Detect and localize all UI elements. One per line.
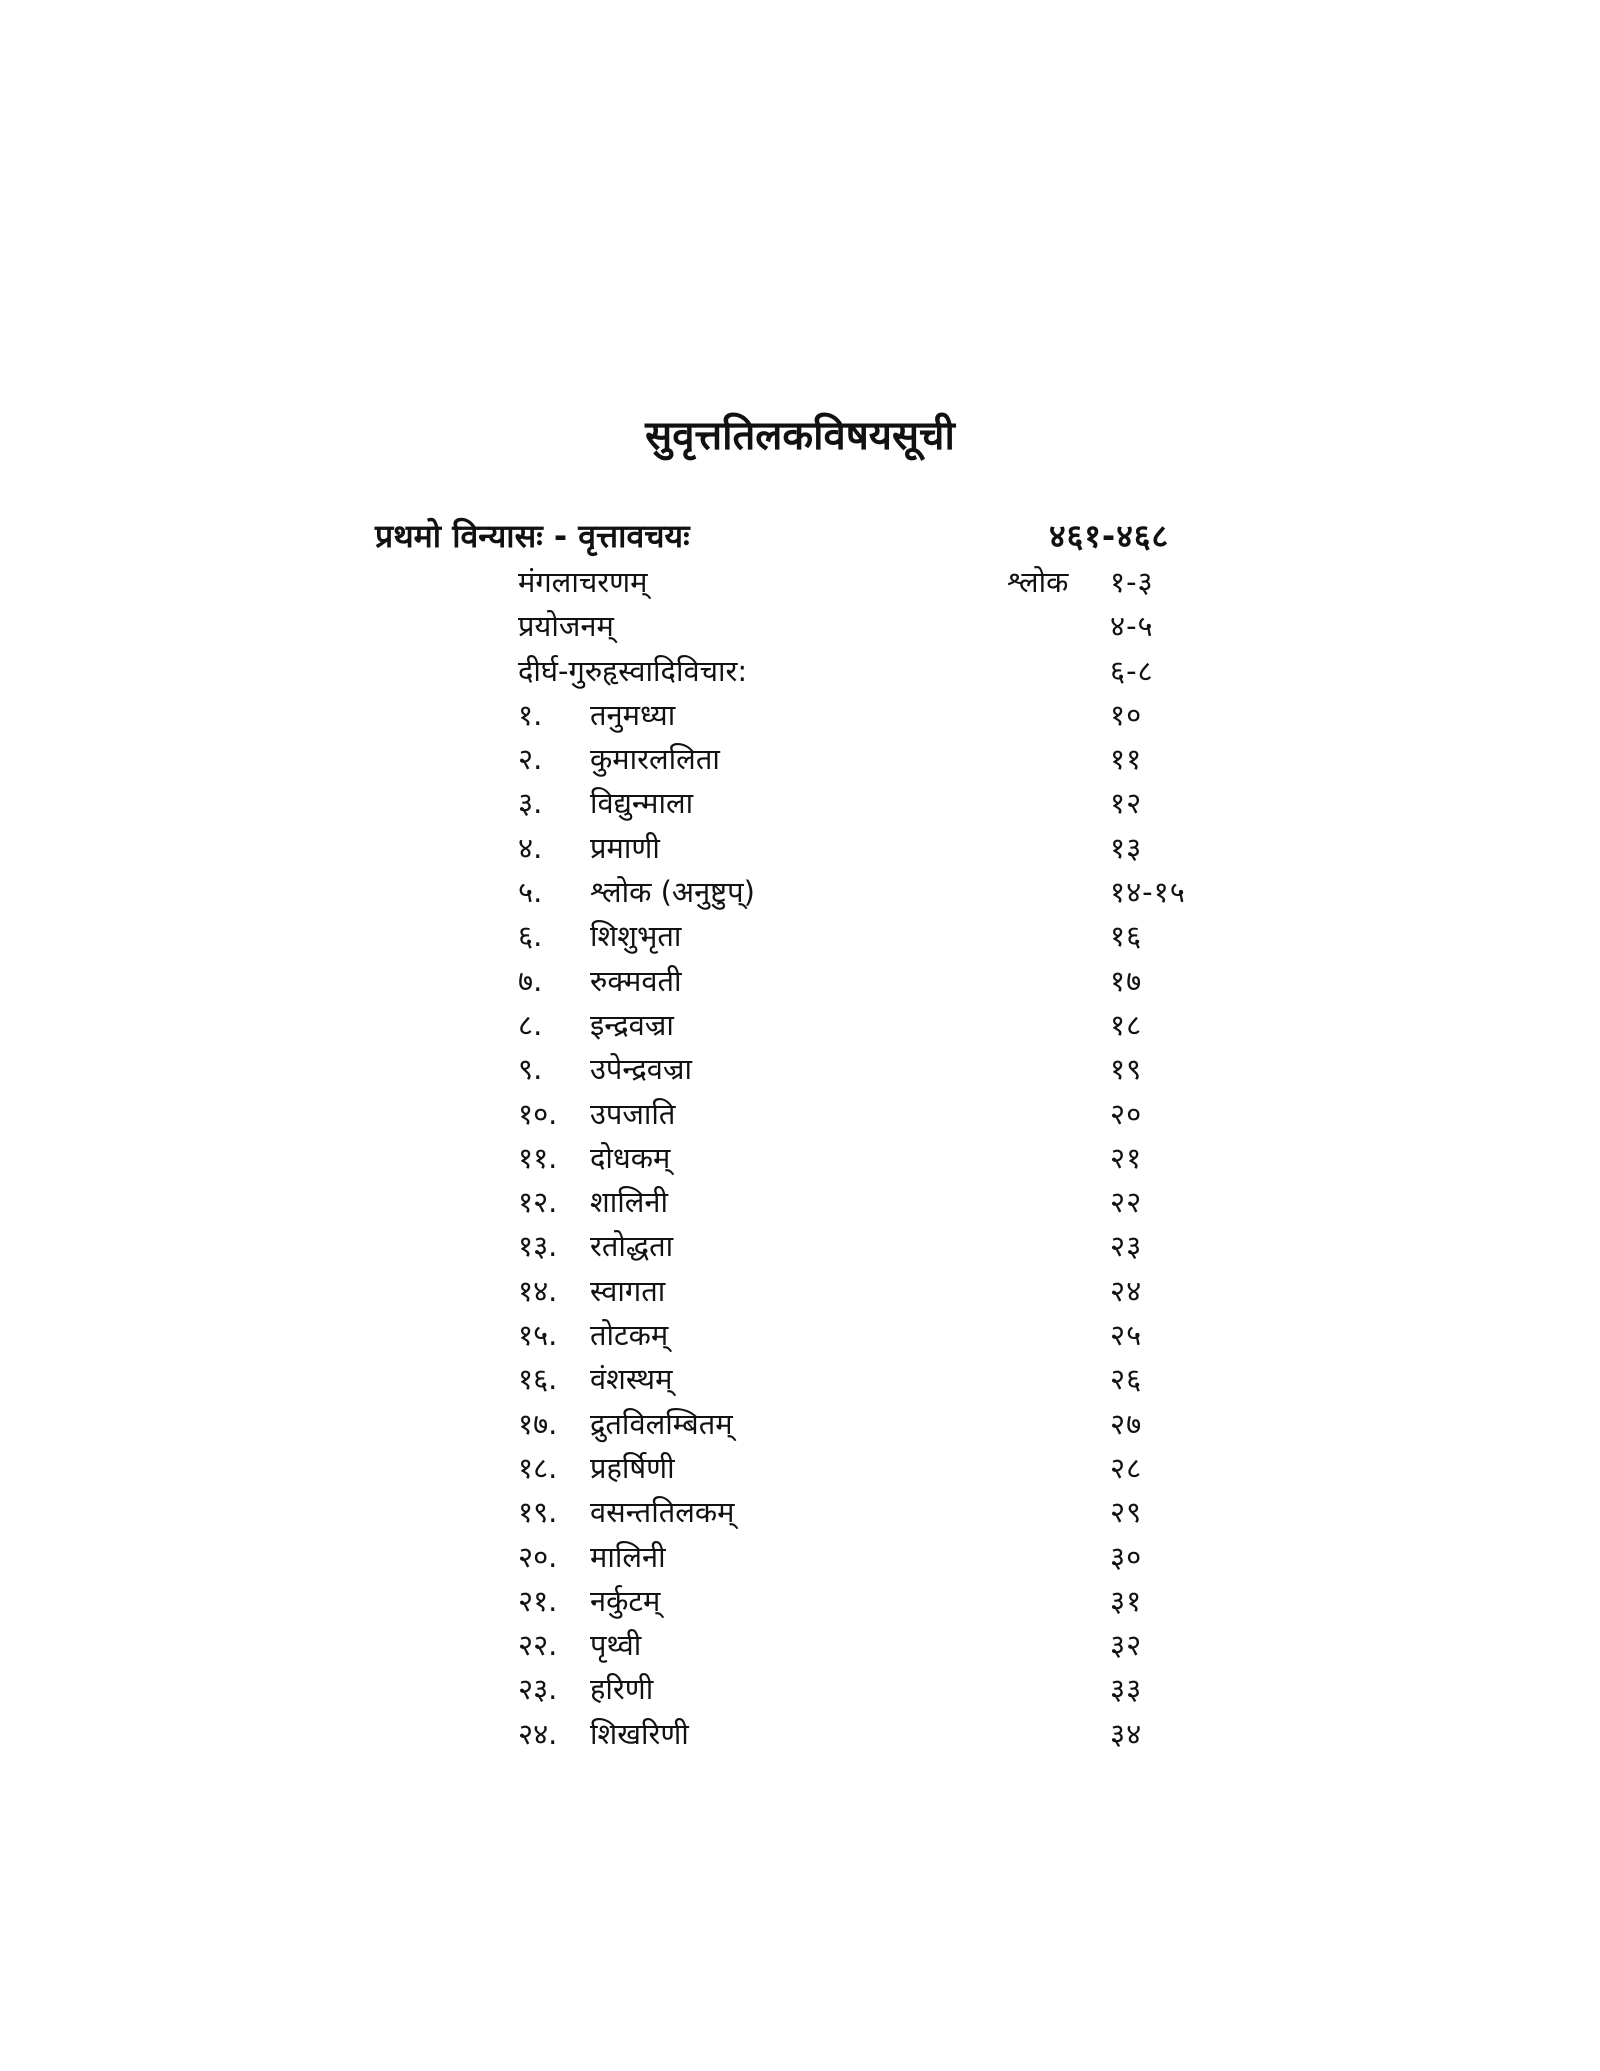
- list-item: [0, 1535, 1600, 1579]
- entry-prefix: श्लोक: [1007, 565, 1069, 599]
- list-item: [0, 959, 1600, 1003]
- entry-label: हरिणी: [590, 1672, 654, 1707]
- entry-number: ६.: [518, 919, 543, 954]
- list-item: [0, 1579, 1600, 1623]
- list-item: [0, 1269, 1600, 1313]
- list-item: [0, 1224, 1600, 1268]
- entry-label: रुक्मवती: [590, 963, 682, 998]
- entry-label: तनुमध्या: [590, 697, 676, 732]
- entry-number: १४.: [518, 1273, 558, 1308]
- entry-label: दोधकम्: [590, 1140, 671, 1175]
- entry-label: इन्द्रवज्रा: [590, 1007, 674, 1042]
- entry-label: उपेन्द्रवज्रा: [590, 1052, 693, 1087]
- list-item: [0, 1313, 1600, 1357]
- entry-page: १-३: [1110, 565, 1154, 599]
- entry-label: प्रहर्षिणी: [590, 1450, 675, 1485]
- entry-label: प्रयोजनम्: [518, 609, 614, 644]
- entry-number: १९.: [518, 1495, 558, 1530]
- list-item: [0, 826, 1600, 870]
- entry-number: १५.: [518, 1318, 558, 1353]
- entry-number: ८.: [518, 1007, 543, 1042]
- entry-label: तोटकम्: [590, 1318, 669, 1353]
- entry-page: २०: [1110, 1096, 1143, 1131]
- list-item: [0, 1092, 1600, 1136]
- entry-number: १६.: [518, 1362, 558, 1397]
- entry-number: १८.: [518, 1450, 558, 1485]
- list-item: [0, 1136, 1600, 1180]
- entry-number: ४.: [518, 830, 543, 865]
- entry-number: ३.: [518, 786, 543, 821]
- entry-number: १३.: [518, 1229, 558, 1264]
- list-item: [0, 604, 1600, 648]
- entry-number: १२.: [518, 1185, 558, 1220]
- entry-page: १७: [1110, 963, 1143, 998]
- entry-number: २३.: [518, 1672, 558, 1707]
- list-item: [0, 1712, 1600, 1756]
- entry-page: ३४: [1110, 1716, 1143, 1751]
- list-item: [0, 914, 1600, 958]
- entry-label: पृथ्वी: [590, 1628, 642, 1663]
- entry-number: १.: [518, 697, 543, 732]
- entry-label: रतोद्धता: [590, 1229, 674, 1264]
- list-item: [0, 1180, 1600, 1224]
- entry-number: १०.: [518, 1096, 558, 1131]
- list-item: [0, 693, 1600, 737]
- entry-label: शिशुभृता: [590, 919, 682, 954]
- entry-page: ३१: [1110, 1583, 1143, 1618]
- entry-page: ११: [1110, 742, 1143, 777]
- entry-page: ३०: [1110, 1539, 1143, 1574]
- entry-page: २९: [1110, 1495, 1143, 1530]
- list-item: [0, 1357, 1600, 1401]
- list-item: [0, 1623, 1600, 1667]
- entry-page: २६: [1110, 1362, 1143, 1397]
- entry-label: श्लोक (अनुष्टुप्): [590, 875, 755, 910]
- entry-page: ४-५: [1110, 609, 1154, 644]
- list-item: [0, 1047, 1600, 1091]
- list-item: [0, 1667, 1600, 1711]
- entry-page: २१: [1110, 1140, 1143, 1175]
- list-item: [0, 560, 1600, 604]
- entry-number: ७.: [518, 963, 543, 998]
- section-heading: [375, 513, 1235, 559]
- list-item: [0, 1446, 1600, 1490]
- entry-page: २२: [1110, 1185, 1143, 1220]
- list-item: [0, 1402, 1600, 1446]
- entry-page: १३: [1110, 830, 1143, 865]
- entry-label: शालिनी: [590, 1185, 669, 1220]
- entry-number: २२.: [518, 1628, 558, 1663]
- entry-page: १४-१५: [1110, 875, 1186, 910]
- entry-label: वसन्ततिलकम्: [590, 1495, 735, 1530]
- entry-number: २४.: [518, 1716, 558, 1751]
- entry-label: विद्युन्माला: [590, 786, 694, 821]
- entry-label: स्वागता: [590, 1273, 666, 1308]
- entry-page: ६-८: [1110, 653, 1154, 688]
- entry-label: प्रमाणी: [590, 830, 660, 865]
- entry-page: २८: [1110, 1450, 1143, 1485]
- page-title: सुवृत्ततिलकविषयसूची: [645, 413, 955, 459]
- entry-page: २५: [1110, 1318, 1143, 1353]
- entry-page: १८: [1110, 1007, 1143, 1042]
- entry-page: २७: [1110, 1406, 1143, 1441]
- entry-number: २०.: [518, 1539, 558, 1574]
- list-item: [0, 1490, 1600, 1534]
- list-item: [0, 870, 1600, 914]
- entry-label: दीर्घ-गुरुहृस्वादिविचार:: [518, 653, 748, 688]
- list-item: [0, 737, 1600, 781]
- entry-label: वंशस्थम्: [590, 1362, 673, 1397]
- entry-number: ९.: [518, 1052, 543, 1087]
- entry-label: शिखरिणी: [590, 1716, 689, 1751]
- entry-label: कुमारललिता: [590, 742, 720, 777]
- entry-page: २३: [1110, 1229, 1143, 1264]
- entry-label: उपजाति: [590, 1096, 676, 1131]
- entry-number: २१.: [518, 1583, 558, 1618]
- entry-label: मालिनी: [590, 1539, 666, 1574]
- entry-number: २.: [518, 742, 543, 777]
- entry-number: ५.: [518, 875, 543, 910]
- entry-page: २४: [1110, 1273, 1143, 1308]
- entry-page: १९: [1110, 1052, 1143, 1087]
- entry-label: नर्कुटम्: [590, 1583, 661, 1618]
- entry-page: ३२: [1110, 1628, 1143, 1663]
- list-item: [0, 1003, 1600, 1047]
- entry-number: १७.: [518, 1406, 558, 1441]
- entry-page: १२: [1110, 786, 1143, 821]
- section-page-range: ४६१-४६८: [1049, 517, 1170, 555]
- list-item: [0, 649, 1600, 693]
- section-title: प्रथमो विन्यासः - वृत्तावचयः: [375, 517, 690, 555]
- entry-page: १०: [1110, 697, 1143, 732]
- list-item: [0, 781, 1600, 825]
- entry-page: १६: [1110, 919, 1143, 954]
- entry-label: द्रुतविलम्बितम्: [590, 1406, 733, 1441]
- contents-list: [0, 560, 1600, 1756]
- entry-label: मंगलाचरणम्: [518, 565, 648, 599]
- entry-page: ३३: [1110, 1672, 1143, 1707]
- entry-number: ११.: [518, 1140, 558, 1175]
